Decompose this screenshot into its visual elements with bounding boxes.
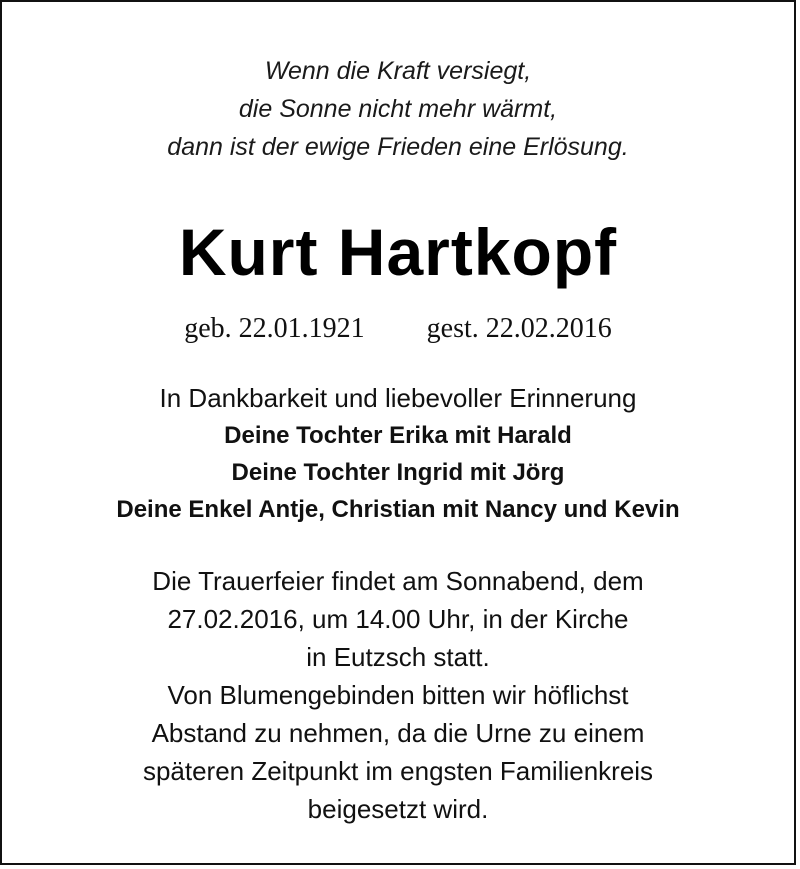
details-line: 27.02.2016, um 14.00 Uhr, in der Kirche <box>167 604 629 634</box>
details-line: beigesetzt wird. <box>307 794 489 824</box>
deceased-name: Kurt Hartkopf <box>178 215 618 289</box>
quote-line: die Sonne nicht mehr wärmt, <box>238 95 558 123</box>
mourner-line: Deine Enkel Antje, Christian mit Nancy und Kevin <box>116 496 680 523</box>
memorial-quote <box>2 52 794 166</box>
quote-line: dann ist der ewige Frieden eine Erlösung. <box>167 133 629 161</box>
details-line: späteren Zeitpunkt im engsten Familienkreis <box>142 756 654 786</box>
mourners-intro: In Dankbarkeit und liebevoller Erinnerung <box>159 383 637 413</box>
mourner-line: Deine Tochter Erika mit Harald <box>224 422 572 449</box>
mourners-block <box>2 380 794 528</box>
mourner-line: Deine Tochter Ingrid mit Jörg <box>231 459 565 486</box>
funeral-details <box>2 562 794 828</box>
details-line: Abstand zu nehmen, da die Urne zu einem <box>151 718 645 748</box>
birth-date: geb. 22.01.1921 <box>184 313 365 344</box>
details-line: Die Trauerfeier findet am Sonnabend, dem <box>152 566 644 596</box>
death-date: gest. 22.02.2016 <box>426 313 612 344</box>
quote-line: Wenn die Kraft versiegt, <box>264 57 532 85</box>
details-line: in Eutzsch statt. <box>306 642 490 672</box>
details-line: Von Blumengebinden bitten wir höflichst <box>167 680 629 710</box>
life-dates <box>2 310 794 348</box>
